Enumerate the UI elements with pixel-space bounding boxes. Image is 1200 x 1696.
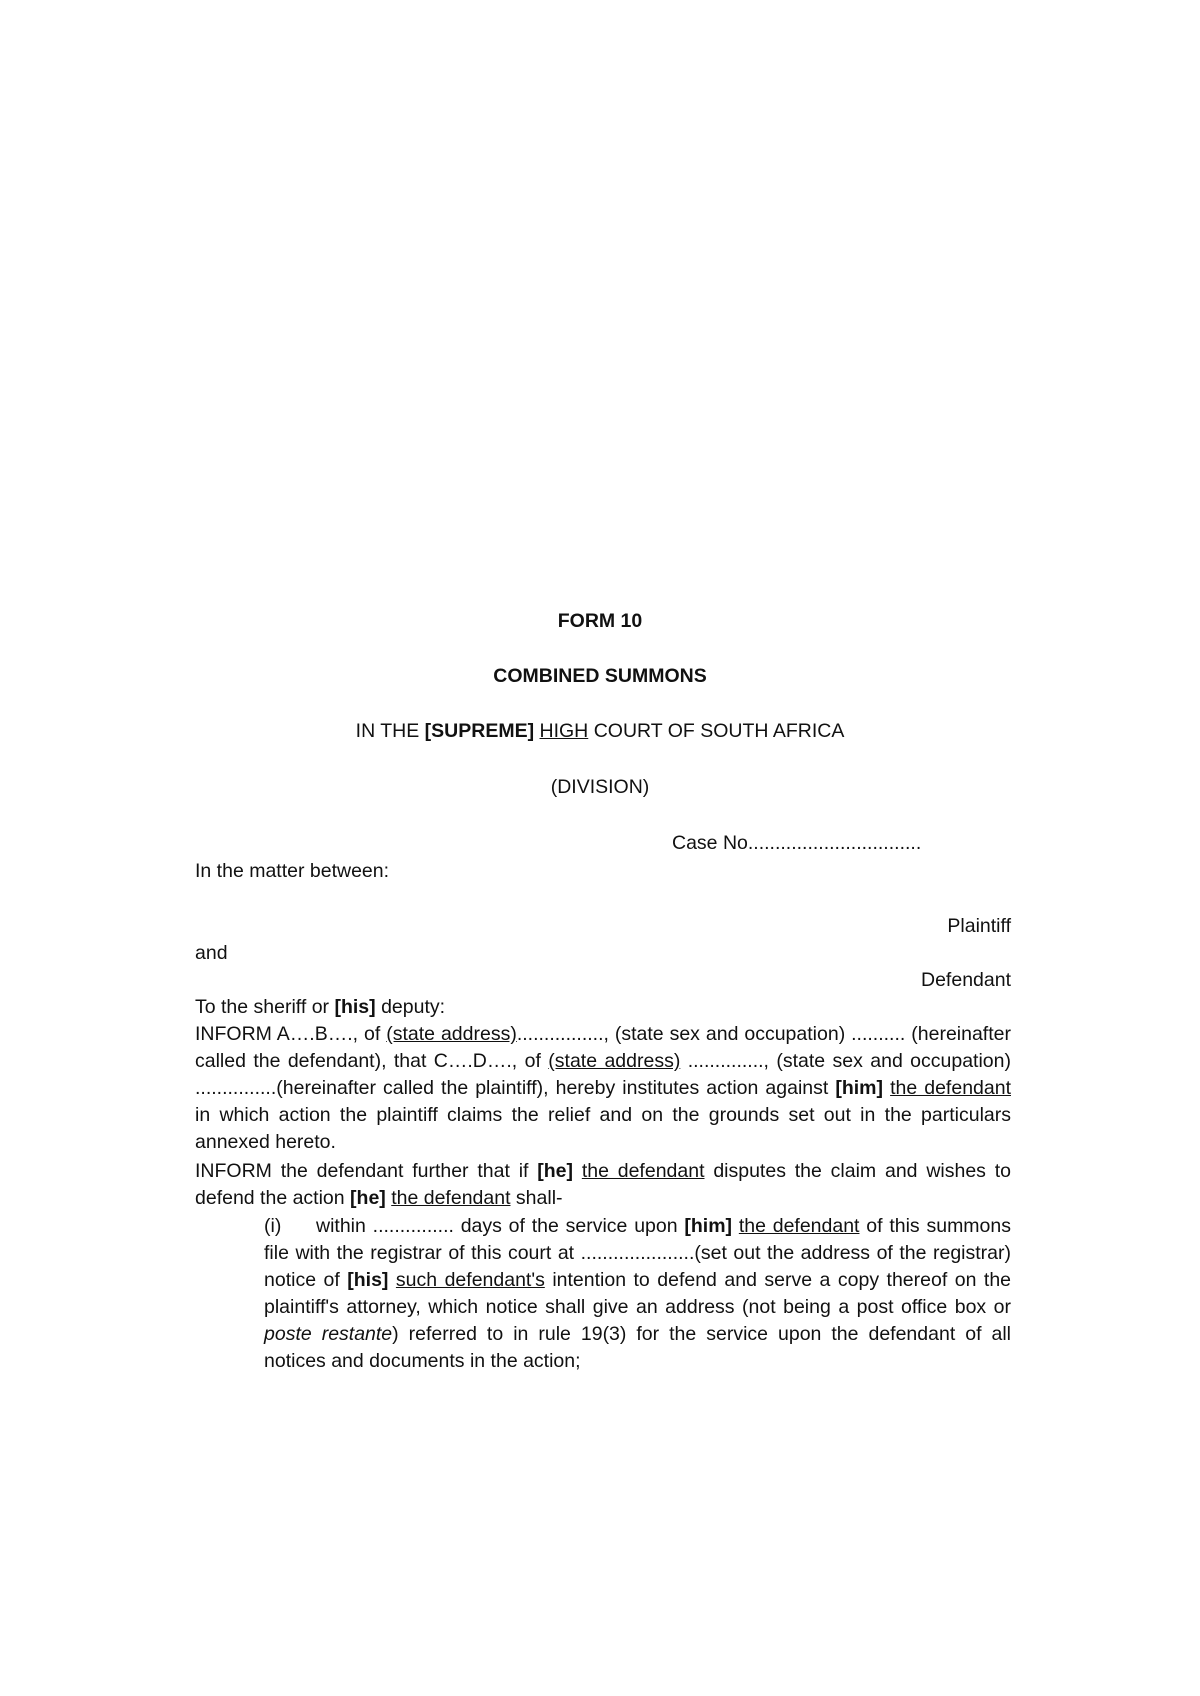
state-address-2: (state address): [548, 1050, 681, 1072]
item-i-text: intention to defend and serve a copy thereof on the plaintiff's attorney, which notice shall give an address (not being a post office box or: [264, 1269, 1012, 1318]
state-address-1: (state address): [386, 1023, 517, 1045]
inform2-text: disputes the claim and wishes to defend the action: [195, 1160, 1011, 1209]
inform-paragraph-2: [195, 1158, 1011, 1212]
defendant-label: Defendant: [921, 969, 1011, 991]
list-item-i: [264, 1213, 1011, 1375]
item-i-text: of this summons file with the registrar of this court at .....................(set out the address of the registrar) notice of: [264, 1215, 1011, 1291]
inform1-him: [him]: [835, 1077, 884, 1099]
division: (DIVISION): [550, 776, 650, 798]
and-label: and: [195, 942, 228, 964]
address-deputy: deputy:: [381, 996, 446, 1018]
item-i-him: [him]: [684, 1215, 733, 1237]
court-inserted: HIGH: [539, 720, 589, 742]
address-to: To the sheriff or: [195, 996, 330, 1018]
item-i-text: ) referred to in rule 19(3) for the service upon the defendant of all notices and documents in the action;: [264, 1323, 1011, 1372]
item-i-label: (i): [264, 1215, 282, 1237]
inform2-text: shall-: [515, 1187, 563, 1209]
inform2-he-2: [he]: [350, 1187, 386, 1209]
inform2-text: INFORM the defendant further that if: [195, 1160, 529, 1182]
court-heading: [0, 718, 1200, 745]
inform-paragraph-1: [195, 1021, 1011, 1156]
matter-between: In the matter between:: [195, 860, 390, 882]
item-i-the-defendant: the defendant: [738, 1215, 860, 1237]
address-line: [195, 994, 445, 1021]
inform2-he-1: [he]: [537, 1160, 574, 1182]
item-i-text: within ............... days of the service upon: [316, 1215, 678, 1237]
court-suffix: COURT OF SOUTH AFRICA: [593, 720, 845, 742]
inform1-text: ................, (state sex and occupation) .......... (hereinafter called the defendant), that C….D…., of: [195, 1023, 1011, 1072]
inform1-text: .............., (state sex and occupation) ...............(hereinafter called the plaintiff), hereby institutes action against: [195, 1050, 1011, 1099]
inform1-text: INFORM A….B…., of: [195, 1023, 381, 1045]
form-number: FORM 10: [557, 610, 643, 632]
inform2-the-defendant-2: the defendant: [391, 1187, 511, 1209]
court-prefix: IN THE: [355, 720, 420, 742]
item-i-his: [his]: [347, 1269, 389, 1291]
court-deleted: [SUPREME]: [424, 720, 535, 742]
item-i-such-defendants: such defendant's: [395, 1269, 545, 1291]
form-title: COMBINED SUMMONS: [493, 665, 707, 687]
inform1-text: in which action the plaintiff claims the relief and on the grounds set out in the particulars annexed hereto.: [195, 1104, 1011, 1153]
plaintiff-label: Plaintiff: [947, 915, 1011, 937]
item-i-poste-restante: poste restante: [264, 1323, 393, 1345]
address-his: [his]: [334, 996, 376, 1018]
inform1-the-defendant: the defendant: [890, 1077, 1011, 1099]
inform2-the-defendant-1: the defendant: [581, 1160, 705, 1182]
case-number: Case No................................: [672, 832, 922, 854]
